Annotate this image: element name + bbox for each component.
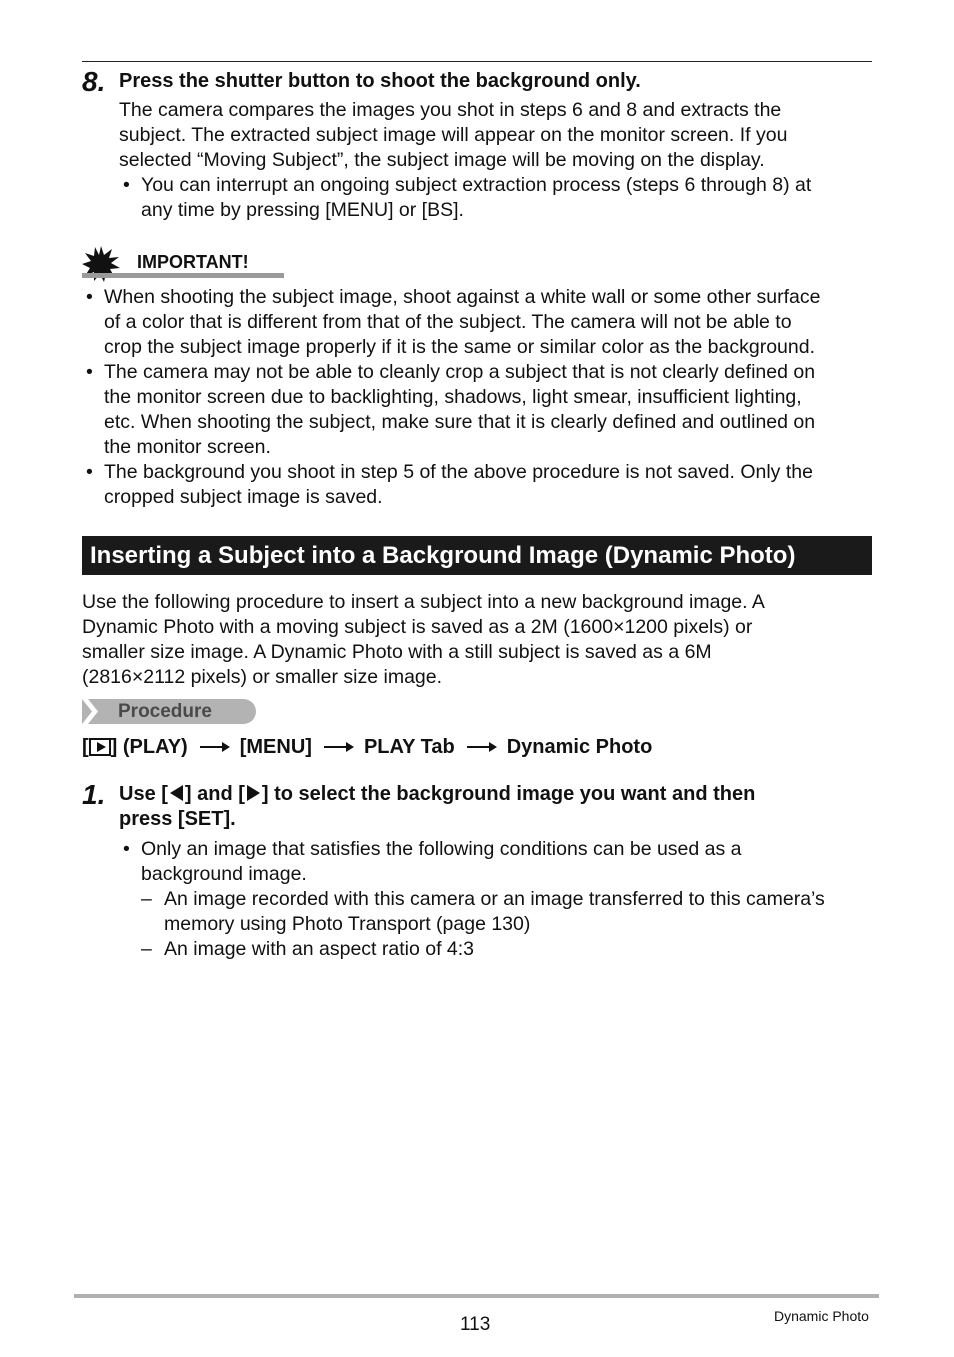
intro-line: Use the following procedure to insert a subject into a new background image. A	[82, 591, 765, 613]
important-label: IMPORTANT!	[137, 252, 249, 272]
step-1-dash-item	[164, 887, 825, 937]
bullet-line: etc. When shooting the subject, make sure that it is clearly defined and outlined on	[104, 411, 816, 433]
intro-line: smaller size image. A Dynamic Photo with a still subject is saved as a 6M	[82, 641, 712, 663]
dash-line: An image recorded with this camera or an image transferred to this camera’s	[164, 888, 825, 910]
bullet-line: Only an image that satisfies the following conditions can be used as a	[141, 838, 742, 860]
bullet-marker: •	[123, 838, 130, 860]
bullet-line: The background you shoot in step 5 of the above procedure is not saved. Only the	[104, 461, 813, 483]
bullet-line: background image.	[141, 863, 307, 885]
page-number: 113	[460, 1314, 491, 1335]
bullet-line: crop the subject image properly if it is the same or similar color as the background.	[104, 336, 815, 358]
arrow-right-icon	[200, 746, 228, 748]
step-1-bullet	[141, 837, 742, 887]
dash-line: memory using Photo Transport (page 130)	[164, 913, 531, 935]
bullet-line: any time by pressing [MENU] or [BS].	[141, 199, 464, 221]
procedure-navigation	[82, 734, 652, 760]
step-1-title-line: press [SET].	[119, 808, 236, 830]
bullet-marker: •	[86, 286, 93, 308]
step-1-title-part: ] to select the background image you want and then	[261, 783, 756, 805]
bullet-line: the monitor screen.	[104, 436, 271, 458]
important-underline	[82, 273, 284, 278]
step-8-line: The camera compares the images you shot in steps 6 and 8 and extracts the	[119, 99, 782, 121]
step-1-dash-item	[164, 937, 474, 962]
dash-line: An image with an aspect ratio of 4:3	[164, 938, 475, 960]
bullet-line: When shooting the subject image, shoot against a white wall or some other surface	[104, 286, 821, 308]
nav-menu: [MENU]	[239, 736, 312, 758]
section-title: Inserting a Subject into a Background Image (Dynamic Photo)	[90, 542, 796, 569]
bullet-marker: •	[86, 361, 93, 383]
arrow-right-icon	[324, 746, 352, 748]
step-1-title-part: Use [	[119, 783, 168, 805]
triangle-right-icon	[247, 785, 260, 801]
important-bullet	[104, 460, 813, 510]
bullet-line: the monitor screen due to backlighting, shadows, light smear, insufficient lighting,	[104, 386, 802, 408]
intro-line: (2816×2112 pixels) or smaller size image.	[82, 666, 443, 688]
procedure-label: Procedure	[118, 701, 212, 722]
procedure-chevron-icon	[82, 699, 106, 724]
bullet-marker: •	[86, 461, 93, 483]
bullet-line: The camera may not be able to cleanly crop a subject that is not clearly defined on	[104, 361, 816, 383]
step-8-line: subject. The extracted subject image will appear on the monitor screen. If you	[119, 124, 788, 146]
nav-play-tab: PLAY Tab	[363, 736, 455, 758]
nav-bracket-open: [	[82, 736, 89, 758]
intro-paragraph	[82, 590, 765, 690]
bullet-marker: •	[123, 174, 130, 196]
dash-marker: –	[141, 888, 152, 910]
bullet-line: of a color that is different from that of the subject. The camera will not be able to	[104, 311, 792, 333]
step-1-title-part: ] and [	[184, 783, 245, 805]
intro-line: Dynamic Photo with a moving subject is saved as a 2M (1600×1200 pixels) or	[82, 616, 753, 638]
step-8-number: 8.	[82, 66, 106, 97]
step-1-number: 1.	[82, 779, 106, 810]
nav-dynamic-photo: Dynamic Photo	[506, 736, 653, 758]
dash-marker: –	[141, 938, 152, 960]
step-1-title	[119, 782, 755, 832]
play-button-icon	[89, 738, 111, 756]
footer-rule	[74, 1294, 879, 1298]
step-8-title: Press the shutter button to shoot the background only.	[119, 70, 641, 92]
arrow-right-icon	[467, 746, 495, 748]
bullet-line: You can interrupt an ongoing subject extraction process (steps 6 through 8) at	[141, 174, 812, 196]
footer-section-name: Dynamic Photo	[774, 1308, 869, 1324]
nav-play: ] (PLAY)	[110, 736, 188, 758]
step-8-description	[119, 98, 787, 173]
important-bullet	[104, 360, 815, 460]
step-8-line: selected “Moving Subject”, the subject image will be moving on the display.	[119, 149, 765, 171]
step-8-bullet	[141, 173, 811, 223]
triangle-left-icon	[170, 785, 183, 801]
bullet-line: cropped subject image is saved.	[104, 486, 383, 508]
important-bullet	[104, 285, 820, 360]
top-rule	[82, 61, 872, 62]
